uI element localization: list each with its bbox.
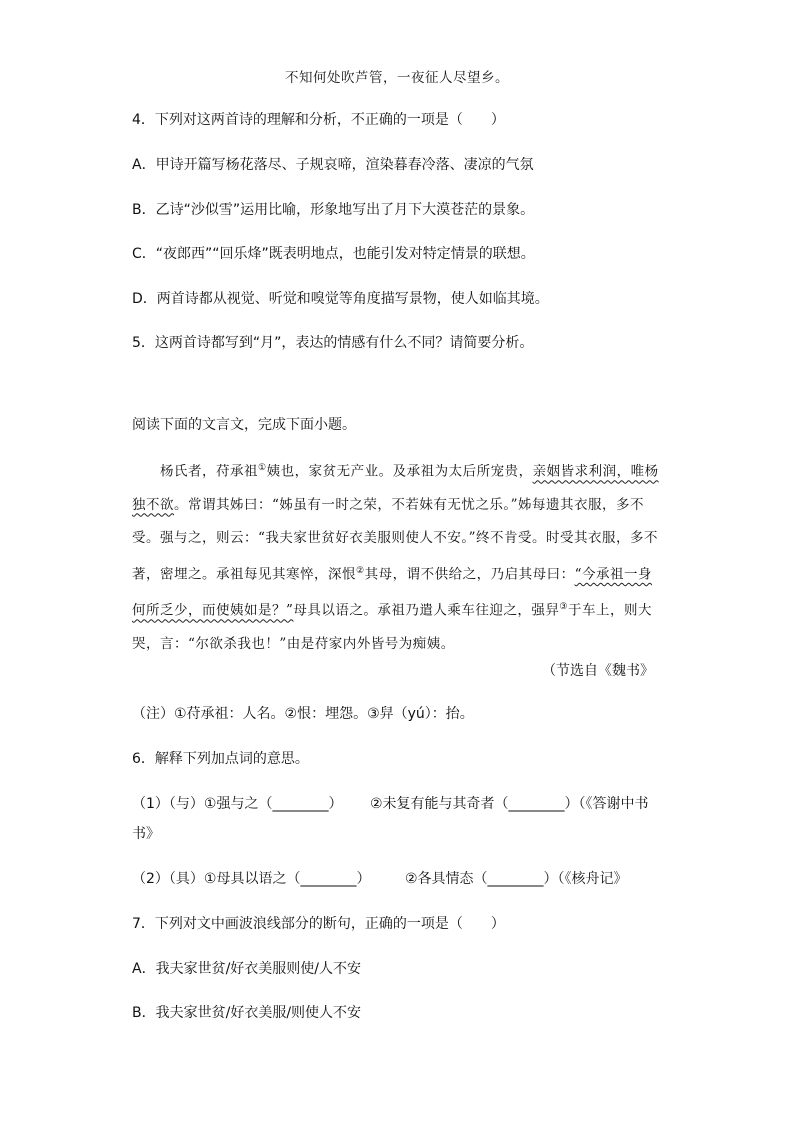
source-citation: （节选自《魏书》 (542, 663, 654, 679)
classical-passage (132, 452, 662, 661)
question-5-stem: 5．这两首诗都写到“月”，表达的情感有什么不同？请简要分析。 (132, 335, 534, 351)
reading-intro: 阅读下面的文言文，完成下面小题。 (132, 417, 356, 433)
question-6-item-1c: 书》 (132, 826, 160, 842)
question-6-stem: 6．解释下列加点词的意思。 (132, 751, 309, 767)
passage-text: 母具以语之。承祖乃遣人乘车往迎之，强舁 (293, 602, 560, 619)
question-4-option-a: A．甲诗开篇写杨花落尽、子规哀啼，渲染暮春冷落、凄凉的气氛 (132, 157, 534, 173)
passage-text: 杨氏者，苻承祖 (160, 463, 258, 480)
question-6-item-2a: （2）（具）①母具以语之（________） (132, 871, 371, 887)
footnote-marker: ② (356, 565, 365, 576)
question-7-option-a: A．我夫家世贫/好衣美服则使/人不安 (132, 961, 362, 977)
passage-text: 于车上，则大哭，言：“尔欲杀我也！”由是苻家内外皆号为痴姨。 (132, 602, 652, 652)
underlined-sentence-1: 亲姻皆求利润，唯杨独不欲 (132, 463, 659, 513)
question-7-stem: 7．下列对文中画波浪线部分的断句，正确的一项是（ ） (132, 916, 505, 932)
annotation-notes: （注）①苻承祖：人名。②恨：埋怨。③舁（yú）：抬。 (132, 706, 474, 722)
passage-text: 其母，谓不供给之，乃启其母曰： (364, 566, 575, 582)
passage-text: 。常谓其姊曰：“姊虽有一时之荣，不若妹有无忧之乐。”姊每遗其衣服，多不受。强与之，则云：“我夫家世贫好衣美服则使人不安。”终不肯受。时受其衣服，多不著，密埋之。承祖每见其寒悴，深恨 (132, 496, 659, 582)
question-6-item-2b: ②各具情态（________）（《核舟记》 (405, 871, 628, 887)
poem-line: 不知何处吹芦管，一夜征人尽望乡。 (285, 70, 509, 86)
passage-text: 姨也，家贫无产业。及承祖为太后所宠贵， (266, 463, 533, 480)
question-6-item-1b: ②未复有能与其奇者（________）（《答谢中书 (370, 796, 649, 812)
footnote-marker: ① (258, 463, 267, 473)
question-4-option-c: C．“夜郎西”“回乐烽”既表明地点，也能引发对特定情景的联想。 (132, 246, 535, 262)
question-4-option-d: D．两首诗都从视觉、听觉和嗅觉等角度描写景物，使人如临其境。 (132, 291, 549, 307)
underlined-sentence-2: “今承祖一身何所乏少，而使姨如是？” (132, 566, 652, 619)
question-4-option-b: B．乙诗“沙似雪”运用比喻，形象地写出了月下大漠苍茫的景象。 (132, 202, 535, 218)
question-4-stem: 4．下列对这两首诗的理解和分析，不正确的一项是（ ） (132, 112, 505, 128)
question-6-item-1a: （1）（与）①强与之（________） (132, 796, 343, 812)
footnote-marker: ③ (559, 602, 568, 612)
question-7-option-b: B．我夫家世贫/好衣美服/则使人不安 (132, 1005, 362, 1021)
